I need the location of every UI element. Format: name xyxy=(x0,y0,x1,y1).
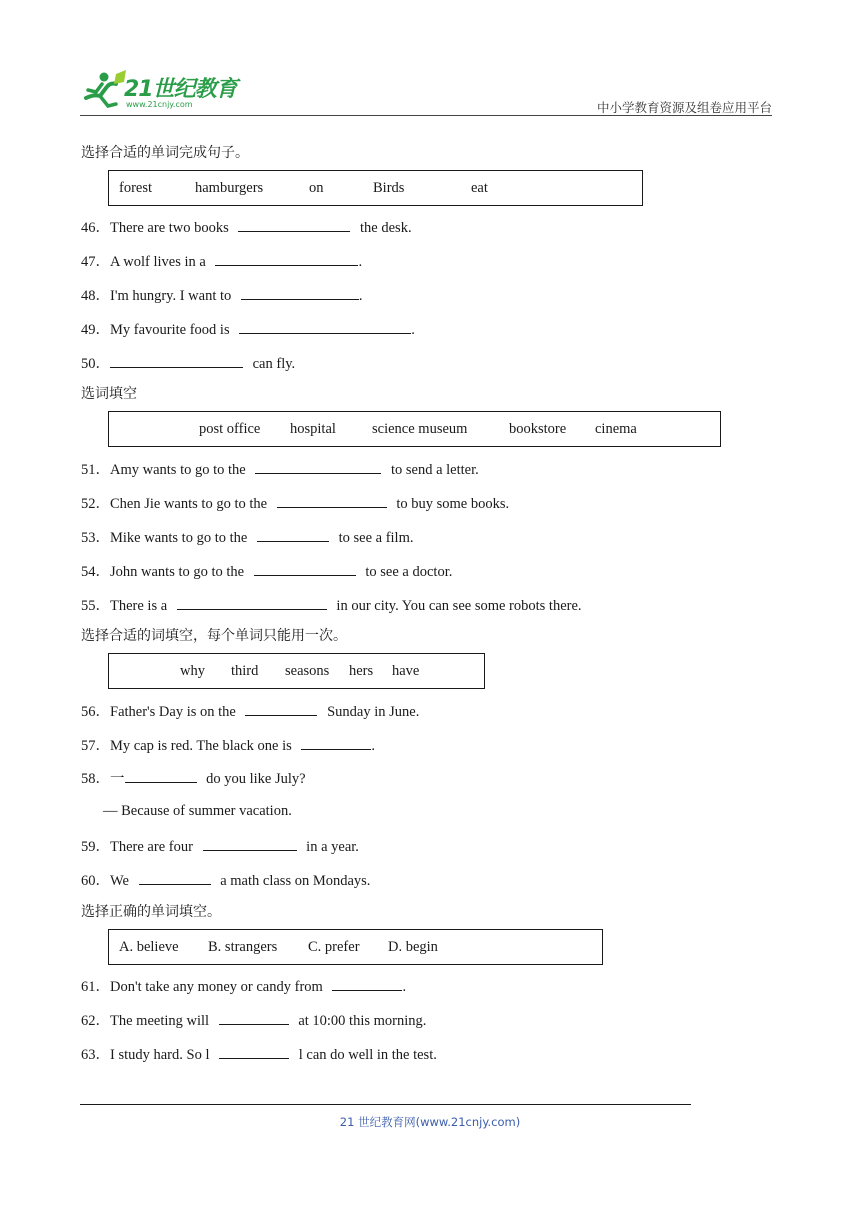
question-57: 57．My cap is red. The black one is . xyxy=(81,735,375,755)
answer-blank[interactable] xyxy=(254,561,356,576)
question-60: 60．We a math class on Mondays. xyxy=(81,870,370,890)
question-48: 48．I'm hungry. I want to . xyxy=(81,285,363,305)
answer-blank[interactable] xyxy=(215,251,358,266)
question-56: 56．Father's Day is on the Sunday in June. xyxy=(81,701,419,721)
answer-blank[interactable] xyxy=(332,976,402,991)
answer-blank[interactable] xyxy=(277,493,387,508)
word-bank-item: on xyxy=(309,180,324,196)
question-49: 49．My favourite food is . xyxy=(81,319,415,339)
answer-blank[interactable] xyxy=(203,836,297,851)
footer-divider xyxy=(80,1104,691,1105)
question-53: 53．Mike wants to go to the to see a film. xyxy=(81,527,414,547)
word-bank-item: C. prefer xyxy=(308,939,360,955)
answer-blank[interactable] xyxy=(139,870,211,885)
word-bank-item: third xyxy=(231,663,259,679)
question-51: 51．Amy wants to go to the to send a letter. xyxy=(81,459,479,479)
question-47: 47．A wolf lives in a . xyxy=(81,251,362,271)
question-55: 55．There is a in our city. You can see some robots there. xyxy=(81,595,582,615)
section-instruction: 选择正确的单词填空。 xyxy=(81,904,221,920)
answer-blank[interactable] xyxy=(301,735,371,750)
site-logo[interactable] xyxy=(80,68,250,112)
question-50: 50． can fly. xyxy=(81,353,295,373)
answer-blank[interactable] xyxy=(241,285,359,300)
header-divider xyxy=(80,115,772,116)
word-bank-item: D. begin xyxy=(388,939,438,955)
runner-logo-icon xyxy=(80,68,128,112)
question-54: 54．John wants to go to the to see a doctor. xyxy=(81,561,452,581)
word-bank-box xyxy=(108,411,721,447)
word-bank-item: have xyxy=(392,663,420,679)
word-bank-box xyxy=(108,653,485,689)
word-bank-item: hers xyxy=(349,663,374,679)
word-bank-item: hospital xyxy=(290,421,336,437)
word-bank-item: post office xyxy=(199,421,261,437)
page-header xyxy=(80,68,772,116)
section-instruction: 选择合适的词填空，每个单词只能用一次。 xyxy=(81,628,347,644)
word-bank-item: science museum xyxy=(372,421,468,437)
word-bank-item: seasons xyxy=(285,663,330,679)
site-slogan: 中小学教育资源及组卷应用平台 xyxy=(596,100,772,115)
question-63: 63．I study hard. So l l can do well in the test. xyxy=(81,1044,437,1064)
answer-blank[interactable] xyxy=(219,1010,289,1025)
logo-text: 21世纪教育 xyxy=(124,77,237,102)
section-instruction: 选词填空 xyxy=(81,386,137,402)
question-46: 46．There are two books the desk. xyxy=(81,217,412,237)
question-58: 58．一 do you like July? xyxy=(81,768,306,788)
answer-blank[interactable] xyxy=(177,595,327,610)
answer-blank[interactable] xyxy=(245,701,317,716)
word-bank-box xyxy=(108,170,643,206)
question-61: 61．Don't take any money or candy from . xyxy=(81,976,406,996)
footer-link[interactable]: 21 世纪教育网(www.21cnjy.com) xyxy=(339,1115,521,1129)
logo-url: www.21cnjy.com xyxy=(126,100,193,109)
word-bank-item: A. believe xyxy=(119,939,179,955)
answer-blank[interactable] xyxy=(219,1044,289,1059)
word-bank-item: bookstore xyxy=(509,421,567,437)
answer-blank[interactable] xyxy=(239,319,411,334)
answer-blank[interactable] xyxy=(125,768,197,783)
word-bank-item: B. strangers xyxy=(208,939,278,955)
question-52: 52．Chen Jie wants to go to the to buy some books. xyxy=(81,493,509,513)
answer-blank[interactable] xyxy=(257,527,329,542)
question-59: 59．There are four in a year. xyxy=(81,836,359,856)
answer-blank[interactable] xyxy=(238,217,350,232)
word-bank-item: eat xyxy=(471,180,488,196)
word-bank-box xyxy=(108,929,603,965)
answer-blank[interactable] xyxy=(255,459,381,474)
word-bank-item: hamburgers xyxy=(195,180,264,196)
question-62: 62．The meeting will at 10:00 this morning. xyxy=(81,1010,426,1030)
answer-blank[interactable] xyxy=(110,353,243,368)
word-bank-item: Birds xyxy=(373,180,405,196)
word-bank-item: cinema xyxy=(595,421,637,437)
word-bank-item: why xyxy=(180,663,205,679)
word-bank-item: forest xyxy=(119,180,153,196)
question-58-reply: — Because of summer vacation. xyxy=(103,803,292,819)
section-instruction: 选择合适的单词完成句子。 xyxy=(81,145,249,161)
